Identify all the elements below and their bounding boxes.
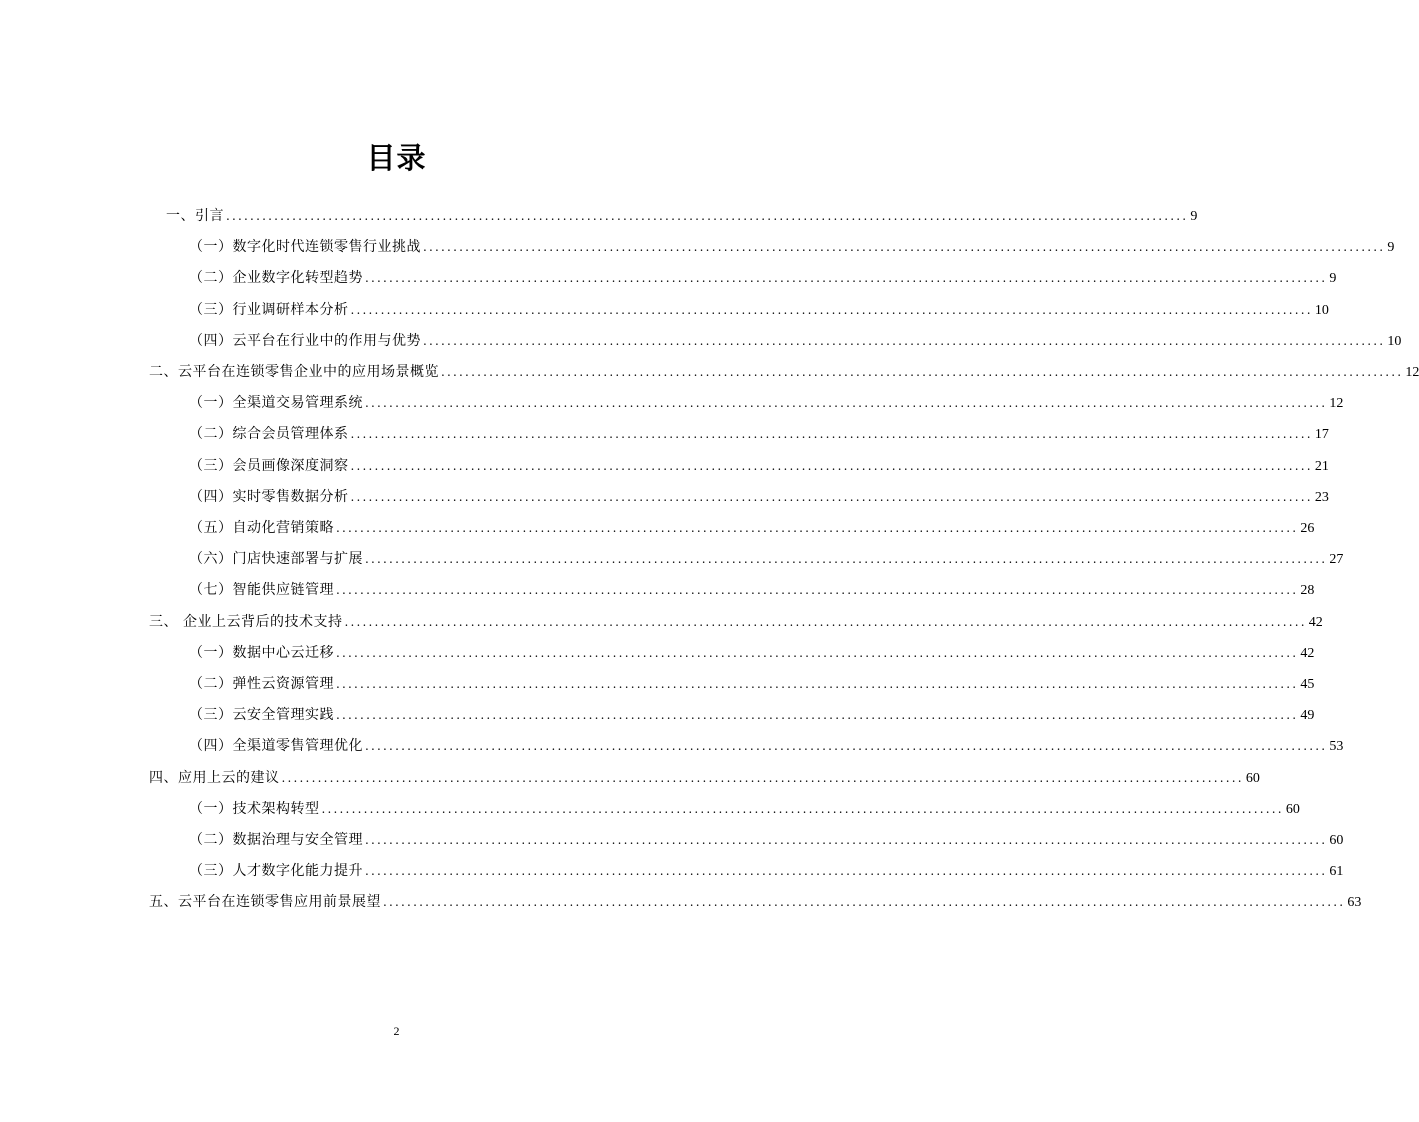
toc-entry-page: 9: [1190, 209, 1198, 224]
toc-entry-page: 45: [1300, 677, 1315, 692]
toc-entry-title: 四、应用上云的建议: [149, 769, 280, 786]
toc-dot-leader: ................................................................................................................................................................: [365, 552, 1328, 567]
toc-entry[interactable]: [149, 763, 1260, 794]
toc-entry[interactable]: [189, 482, 1329, 513]
toc-entry[interactable]: [189, 731, 1344, 762]
toc-dot-leader: ................................................................................................................................................................: [423, 333, 1386, 348]
toc-entry-title: （七）智能供应链管理: [189, 582, 334, 599]
toc-entry-page: 42: [1300, 645, 1315, 661]
toc-entry-title: （一）技术架构转型: [189, 800, 320, 817]
toc-dot-leader: ................................................................................................................................................................: [226, 209, 1189, 223]
toc-entry[interactable]: [189, 295, 1329, 326]
toc-entry-page: 28: [1300, 583, 1315, 599]
toc-entry[interactable]: [189, 263, 1337, 294]
toc-entry-title: 一、引言: [166, 208, 224, 224]
toc-entry[interactable]: [189, 856, 1344, 887]
toc-dot-leader: ................................................................................................................................................................: [321, 801, 1284, 816]
toc-entry-title: 五、云平台在连锁零售应用前景展望: [149, 894, 381, 911]
toc-entry[interactable]: [189, 825, 1344, 856]
toc-entry-title: （四）实时零售数据分析: [189, 488, 349, 505]
toc-entry[interactable]: [189, 388, 1344, 419]
toc-entry-page: 42: [1308, 614, 1323, 630]
toc-entry[interactable]: [189, 326, 1402, 357]
toc-dot-leader: ................................................................................................................................................................: [281, 770, 1244, 785]
toc-entry-page: 21: [1314, 458, 1329, 474]
toc-entry[interactable]: [189, 700, 1315, 731]
toc-entry[interactable]: [189, 232, 1395, 263]
toc-entry-page: 12: [1329, 396, 1344, 412]
toc-dot-leader: ................................................................................................................................................................: [365, 739, 1328, 754]
toc-dot-leader: ................................................................................................................................................................: [365, 864, 1328, 879]
toc-entry[interactable]: [189, 638, 1315, 669]
toc-entry-title: （一）全渠道交易管理系统: [189, 395, 363, 412]
toc-entry[interactable]: [149, 887, 1362, 918]
toc-entry[interactable]: [189, 575, 1315, 606]
toc-entry-title: （五）自动化营销策略: [189, 520, 334, 536]
toc-entry-page: 23: [1314, 489, 1329, 505]
toc-entry-page: 9: [1329, 271, 1337, 287]
toc-entry-title: （三）行业调研样本分析: [189, 301, 349, 318]
toc-entry-title: （二）综合会员管理体系: [189, 426, 349, 443]
toc-dot-leader: ................................................................................................................................................................: [383, 895, 1346, 910]
toc-dot-leader: ................................................................................................................................................................: [365, 833, 1328, 847]
toc-dot-leader: ................................................................................................................................................................: [365, 396, 1328, 411]
toc-dot-leader: ................................................................................................................................................................: [336, 677, 1299, 691]
toc-entry-page: 60: [1285, 801, 1300, 817]
toc-entry-page: 53: [1329, 739, 1344, 755]
toc-entry-title: 三、 企业上云背后的技术支持: [149, 613, 343, 630]
toc-entry-title: （一）数据中心云迁移: [189, 644, 334, 661]
toc-entry-title: （二）数据治理与安全管理: [189, 832, 363, 848]
toc-dot-leader: ................................................................................................................................................................: [423, 240, 1386, 255]
toc-dot-leader: ................................................................................................................................................................: [336, 521, 1299, 535]
toc-entry-page: 60: [1329, 833, 1344, 848]
toc-dot-leader: ................................................................................................................................................................: [441, 365, 1404, 379]
toc-entry-title: （四）全渠道零售管理优化: [189, 738, 363, 755]
toc-entry[interactable]: [149, 357, 1419, 388]
toc-entry-page: 49: [1300, 708, 1315, 724]
toc-entry-page: 17: [1314, 427, 1329, 443]
toc-dot-leader: ................................................................................................................................................................: [350, 427, 1313, 442]
toc-entry[interactable]: [189, 794, 1300, 825]
toc-entry-title: （二）企业数字化转型趋势: [189, 270, 363, 287]
toc-entry-page: 63: [1347, 895, 1362, 911]
toc-entry-title: （三）人才数字化能力提升: [189, 863, 363, 880]
toc-entry-page: 60: [1245, 770, 1260, 786]
toc-dot-leader: ................................................................................................................................................................: [350, 489, 1313, 504]
toc-entry-page: 10: [1387, 333, 1402, 349]
toc-dot-leader: ................................................................................................................................................................: [336, 645, 1299, 660]
toc-dot-leader: ................................................................................................................................................................: [336, 708, 1299, 723]
toc-entry[interactable]: [189, 544, 1344, 575]
page-number: 2: [393, 1024, 400, 1038]
toc-entry-page: 27: [1329, 552, 1344, 568]
toc-entry-title: （六）门店快速部署与扩展: [189, 551, 363, 568]
toc-entry-title: （三）会员画像深度洞察: [189, 457, 349, 474]
toc-entry-title: （三）云安全管理实践: [189, 707, 334, 724]
toc-entry[interactable]: [189, 669, 1315, 700]
toc-entry-title: （一）数字化时代连锁零售行业挑战: [189, 239, 421, 256]
toc-dot-leader: ................................................................................................................................................................: [350, 458, 1313, 473]
toc-entry-page: 10: [1314, 302, 1329, 318]
toc-dot-leader: ................................................................................................................................................................: [350, 302, 1313, 317]
toc-entry-title: （二）弹性云资源管理: [189, 676, 334, 692]
toc-entry[interactable]: [149, 607, 1323, 638]
toc-entry-title: 二、云平台在连锁零售企业中的应用场景概览: [149, 364, 439, 380]
toc-entry[interactable]: [189, 451, 1329, 482]
toc-dot-leader: ................................................................................................................................................................: [365, 271, 1328, 286]
toc-entry[interactable]: [189, 513, 1315, 544]
toc-entry-page: 61: [1329, 864, 1344, 880]
toc-dot-leader: ................................................................................................................................................................: [336, 583, 1299, 598]
toc-entry-page: 26: [1300, 521, 1315, 536]
page-title: 目录: [366, 141, 427, 175]
toc-entry[interactable]: [166, 201, 1198, 232]
toc-entry-title: （四）云平台在行业中的作用与优势: [189, 332, 421, 349]
toc-entry-page: 12: [1405, 365, 1419, 380]
toc-dot-leader: ................................................................................................................................................................: [344, 614, 1307, 629]
toc-entry-page: 9: [1387, 240, 1395, 256]
toc-entry[interactable]: [189, 419, 1329, 450]
